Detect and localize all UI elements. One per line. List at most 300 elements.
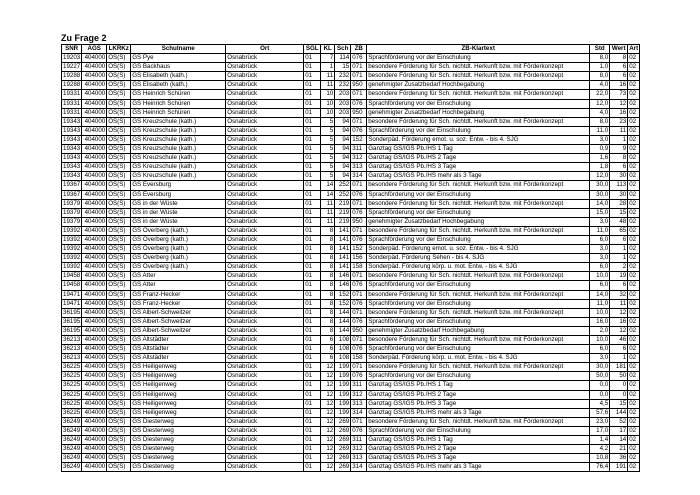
cell-wert: 8 — [610, 154, 628, 163]
cell-zb-klartext: Ganztag GS/IGS Pb./HS 1 Tag — [367, 381, 590, 390]
cell-zb-klartext: Sprachförderung vor der Einschulung — [367, 281, 590, 290]
cell-schulname: GS Kreuzschule (kath.) — [131, 145, 226, 154]
cell-wert: 16 — [610, 81, 628, 90]
cell-std: 50,0 — [590, 372, 610, 381]
cell-zb: 152 — [351, 135, 367, 144]
cell-zb-klartext: Sprachförderung vor der Einschulung — [367, 208, 590, 217]
cell-std: 57,6 — [590, 408, 610, 417]
cell-schulname: GS Heiligenweg — [131, 408, 226, 417]
cell-zb-klartext: Sprachförderung vor der Einschulung — [367, 190, 590, 199]
cell-kl: 8 — [321, 254, 335, 263]
cell-sch: 232 — [335, 72, 351, 81]
cell-art: 02 — [628, 245, 640, 254]
cell-schulname: GS Backhaus — [131, 63, 226, 72]
cell-art: 02 — [628, 208, 640, 217]
cell-schulname: GS Diesterweg — [131, 454, 226, 463]
table-row — [62, 154, 640, 163]
cell-std: 0,9 — [590, 145, 610, 154]
cell-lkrkz: OS(S) — [107, 381, 131, 390]
cell-sgl: 01 — [304, 90, 321, 99]
cell-ags: 404000 — [82, 354, 107, 363]
cell-wert: 15 — [610, 399, 628, 408]
cell-zb: 071 — [351, 272, 367, 281]
cell-art: 02 — [628, 126, 640, 135]
cell-lkrkz: OS(S) — [107, 336, 131, 345]
cell-ort: Osnabrück — [226, 181, 304, 190]
cell-ags: 404000 — [82, 381, 107, 390]
cell-std: 1,4 — [590, 436, 610, 445]
cell-schulname: GS Diesterweg — [131, 417, 226, 426]
cell-sgl: 01 — [304, 199, 321, 208]
cell-art: 02 — [628, 399, 640, 408]
cell-kl: 12 — [321, 454, 335, 463]
cell-lkrkz: OS(S) — [107, 308, 131, 317]
cell-lkrkz: OS(S) — [107, 63, 131, 72]
cell-art: 02 — [628, 363, 640, 372]
table-row — [62, 226, 640, 235]
cell-wert: 23 — [610, 117, 628, 126]
col-header-std: Std — [590, 45, 610, 54]
cell-snr: 19331 — [63, 90, 81, 98]
cell-lkrkz: OS(S) — [107, 117, 131, 126]
cell-zb: 071 — [351, 363, 367, 372]
cell-schulname: GS in der Wüste — [131, 217, 226, 226]
cell-sch: 199 — [335, 381, 351, 390]
cell-zb-klartext: Sonderpäd. Förderung emot. u. soz. Entw. - bis 4. SJG — [367, 245, 590, 254]
cell-schulname: GS Heiligenweg — [131, 381, 226, 390]
cell-kl: 12 — [321, 399, 335, 408]
cell-ags: 404000 — [82, 436, 107, 445]
cell-ort: Osnabrück — [226, 154, 304, 163]
cell-art: 02 — [628, 63, 640, 72]
cell-snr: 36249 — [63, 426, 81, 434]
cell-std: 6,0 — [590, 235, 610, 244]
cell-std: 8,0 — [590, 72, 610, 81]
cell-art: 02 — [628, 354, 640, 363]
cell-schulname: GS Atter — [131, 281, 226, 290]
cell-std: 11,0 — [590, 226, 610, 235]
cell-schulname: GS Atter — [131, 272, 226, 281]
cell-ort: Osnabrück — [226, 308, 304, 317]
cell-wert: 14 — [610, 436, 628, 445]
cell-wert: 30 — [610, 172, 628, 181]
cell-schulname: GS Elisabeth (kath.) — [131, 81, 226, 90]
cell-art: 02 — [628, 445, 640, 454]
cell-snr: 19392 — [63, 254, 81, 262]
cell-ort: Osnabrück — [226, 99, 304, 108]
cell-kl: 11 — [321, 217, 335, 226]
cell-sch: 269 — [335, 436, 351, 445]
cell-ort: Osnabrück — [226, 426, 304, 435]
cell-art: 02 — [628, 263, 640, 272]
cell-ags: 404000 — [82, 463, 107, 472]
table-row — [62, 299, 640, 308]
cell-wert: 9 — [610, 145, 628, 154]
cell-sch: 141 — [335, 263, 351, 272]
cell-schulname: GS Eversburg — [131, 190, 226, 199]
cell-snr: 19343 — [63, 135, 81, 143]
cell-sgl: 01 — [304, 190, 321, 199]
cell-zb-klartext: Ganztag GS/IGS Pb./HS 2 Tage — [367, 445, 590, 454]
cell-ags: 404000 — [82, 336, 107, 345]
cell-lkrkz: OS(S) — [107, 254, 131, 263]
cell-ort: Osnabrück — [226, 390, 304, 399]
cell-lkrkz: OS(S) — [107, 326, 131, 335]
cell-art: 02 — [628, 281, 640, 290]
cell-zb-klartext: Sprachförderung vor der Einschulung — [367, 299, 590, 308]
cell-zb: 950 — [351, 81, 367, 90]
cell-zb: 071 — [351, 72, 367, 81]
cell-sgl: 01 — [304, 345, 321, 354]
cell-wert: 15 — [610, 208, 628, 217]
cell-lkrkz: OS(S) — [107, 263, 131, 272]
cell-ort: Osnabrück — [226, 108, 304, 117]
cell-kl: 6 — [321, 336, 335, 345]
cell-sgl: 01 — [304, 254, 321, 263]
cell-kl: 8 — [321, 235, 335, 244]
cell-snr: 19458 — [63, 281, 81, 289]
cell-lkrkz: OS(S) — [107, 445, 131, 454]
cell-zb-klartext: Sprachförderung vor der Einschulung — [367, 317, 590, 326]
cell-art: 02 — [628, 345, 640, 354]
cell-sch: 144 — [335, 326, 351, 335]
cell-zb: 071 — [351, 199, 367, 208]
cell-wert: 73 — [610, 90, 628, 99]
cell-schulname: GS Heiligenweg — [131, 390, 226, 399]
cell-std: 10,0 — [590, 308, 610, 317]
cell-kl: 12 — [321, 417, 335, 426]
cell-std: 2,0 — [590, 326, 610, 335]
cell-snr: 19392 — [63, 226, 81, 234]
cell-schulname: GS Overberg (kath.) — [131, 226, 226, 235]
cell-snr: 19203 — [63, 54, 81, 62]
cell-ort: Osnabrück — [226, 354, 304, 363]
cell-lkrkz: OS(S) — [107, 454, 131, 463]
cell-zb-klartext: Ganztag GS/IGS Pb./HS mehr als 3 Tage — [367, 408, 590, 417]
cell-ort: Osnabrück — [226, 199, 304, 208]
cell-wert: 21 — [610, 445, 628, 454]
table-row — [62, 99, 640, 108]
cell-sgl: 01 — [304, 317, 321, 326]
table-row — [62, 217, 640, 226]
cell-zb-klartext: Sonderpäd. Förderung Sehen - bis 4. SJG — [367, 254, 590, 263]
cell-sch: 152 — [335, 290, 351, 299]
cell-wert: 50 — [610, 372, 628, 381]
cell-sch: 203 — [335, 90, 351, 99]
col-header-sgl: SGL — [304, 45, 321, 54]
cell-zb-klartext: genehmigter Zusatzbedarf Hochbegabung — [367, 326, 590, 335]
cell-sgl: 01 — [304, 208, 321, 217]
cell-kl: 10 — [321, 90, 335, 99]
cell-schulname: GS Albert-Schweitzer — [131, 326, 226, 335]
cell-ort: Osnabrück — [226, 272, 304, 281]
cell-kl: 11 — [321, 208, 335, 217]
table-row — [62, 72, 640, 81]
cell-std: 10,0 — [590, 272, 610, 281]
cell-art: 02 — [628, 426, 640, 435]
cell-sgl: 01 — [304, 299, 321, 308]
cell-art: 02 — [628, 372, 640, 381]
cell-zb: 076 — [351, 54, 367, 63]
table-row — [62, 326, 640, 335]
cell-sgl: 01 — [304, 290, 321, 299]
cell-schulname: GS Altstädter — [131, 354, 226, 363]
cell-std: 14,0 — [590, 199, 610, 208]
cell-wert: 144 — [610, 408, 628, 417]
cell-sch: 141 — [335, 226, 351, 235]
cell-sch: 141 — [335, 245, 351, 254]
cell-art: 02 — [628, 99, 640, 108]
cell-ags: 404000 — [82, 245, 107, 254]
cell-kl: 14 — [321, 190, 335, 199]
cell-lkrkz: OS(S) — [107, 54, 131, 63]
cell-lkrkz: OS(S) — [107, 199, 131, 208]
table-row — [62, 445, 640, 454]
cell-sch: 269 — [335, 454, 351, 463]
cell-lkrkz: OS(S) — [107, 363, 131, 372]
cell-ags: 404000 — [82, 54, 107, 63]
cell-sch: 141 — [335, 254, 351, 263]
cell-ags: 404000 — [82, 217, 107, 226]
cell-zb-klartext: besondere Förderung für Sch. nichtdt. Herkunft bzw. mit Förderkonzept — [367, 63, 590, 72]
cell-ort: Osnabrück — [226, 245, 304, 254]
cell-schulname: GS Eversburg — [131, 181, 226, 190]
cell-sgl: 01 — [304, 217, 321, 226]
page-title: Zu Frage 2 — [61, 33, 107, 43]
cell-sch: 141 — [335, 235, 351, 244]
cell-art: 02 — [628, 90, 640, 99]
cell-lkrkz: OS(S) — [107, 290, 131, 299]
cell-zb: 311 — [351, 436, 367, 445]
cell-kl: 5 — [321, 145, 335, 154]
cell-schulname: GS Kreuzschule (kath.) — [131, 172, 226, 181]
cell-ags: 404000 — [82, 172, 107, 181]
cell-lkrkz: OS(S) — [107, 145, 131, 154]
cell-snr: 19343 — [63, 145, 81, 153]
table-row — [62, 63, 640, 72]
cell-sgl: 01 — [304, 99, 321, 108]
cell-kl: 8 — [321, 326, 335, 335]
cell-ags: 404000 — [82, 408, 107, 417]
cell-sch: 15 — [335, 63, 351, 72]
cell-ort: Osnabrück — [226, 436, 304, 445]
cell-sch: 269 — [335, 445, 351, 454]
cell-std: 17,0 — [590, 426, 610, 435]
cell-lkrkz: OS(S) — [107, 354, 131, 363]
table-row — [62, 426, 640, 435]
table-row — [62, 354, 640, 363]
cell-lkrkz: OS(S) — [107, 436, 131, 445]
cell-art: 02 — [628, 135, 640, 144]
cell-zb: 313 — [351, 399, 367, 408]
cell-zb-klartext: besondere Förderung für Sch. nichtdt. Herkunft bzw. mit Förderkonzept — [367, 417, 590, 426]
cell-snr: 36249 — [63, 445, 81, 453]
cell-wert: 0 — [610, 381, 628, 390]
cell-ort: Osnabrück — [226, 445, 304, 454]
cell-zb: 071 — [351, 63, 367, 72]
cell-zb-klartext: Sonderpäd. Förderung körp. u. mot. Entw. - bis 4. SJG — [367, 263, 590, 272]
cell-snr: 36225 — [63, 363, 81, 371]
cell-std: 16,0 — [590, 317, 610, 326]
cell-kl: 5 — [321, 154, 335, 163]
cell-art: 02 — [628, 190, 640, 199]
cell-schulname: GS Franz-Hecker — [131, 299, 226, 308]
cell-ort: Osnabrück — [226, 336, 304, 345]
cell-std: 3,0 — [590, 135, 610, 144]
cell-ags: 404000 — [82, 317, 107, 326]
cell-kl: 7 — [321, 54, 335, 63]
cell-lkrkz: OS(S) — [107, 126, 131, 135]
cell-ort: Osnabrück — [226, 417, 304, 426]
cell-kl: 6 — [321, 354, 335, 363]
cell-std: 8,0 — [590, 54, 610, 63]
cell-ags: 404000 — [82, 363, 107, 372]
cell-zb: 312 — [351, 390, 367, 399]
cell-kl: 5 — [321, 172, 335, 181]
cell-ort: Osnabrück — [226, 317, 304, 326]
cell-snr: 19331 — [63, 99, 81, 107]
cell-lkrkz: OS(S) — [107, 463, 131, 472]
table-row — [62, 172, 640, 181]
cell-sgl: 01 — [304, 363, 321, 372]
cell-sgl: 01 — [304, 454, 321, 463]
cell-zb: 076 — [351, 190, 367, 199]
col-header-zb: ZB — [351, 45, 367, 54]
cell-sch: 108 — [335, 354, 351, 363]
cell-schulname: GS Kreuzschule (kath.) — [131, 154, 226, 163]
cell-ags: 404000 — [82, 226, 107, 235]
school-table — [61, 44, 640, 472]
cell-lkrkz: OS(S) — [107, 135, 131, 144]
cell-sgl: 01 — [304, 408, 321, 417]
cell-zb: 071 — [351, 308, 367, 317]
cell-zb: 950 — [351, 108, 367, 117]
cell-std: 12,0 — [590, 99, 610, 108]
cell-kl: 5 — [321, 135, 335, 144]
cell-ort: Osnabrück — [226, 235, 304, 244]
cell-ags: 404000 — [82, 190, 107, 199]
cell-ags: 404000 — [82, 163, 107, 172]
cell-wert: 12 — [610, 308, 628, 317]
cell-std: 4,0 — [590, 108, 610, 117]
cell-ags: 404000 — [82, 72, 107, 81]
cell-snr: 36249 — [63, 417, 81, 425]
cell-ort: Osnabrück — [226, 408, 304, 417]
col-header-lkrkz: LKRKz — [108, 45, 129, 52]
cell-snr: 19343 — [63, 126, 81, 134]
cell-lkrkz: OS(S) — [107, 426, 131, 435]
cell-zb: 314 — [351, 172, 367, 181]
cell-sgl: 01 — [304, 154, 321, 163]
cell-std: 1,0 — [590, 63, 610, 72]
cell-wert: 6 — [610, 163, 628, 172]
cell-kl: 8 — [321, 272, 335, 281]
cell-zb-klartext: Sprachförderung vor der Einschulung — [367, 99, 590, 108]
cell-kl: 12 — [321, 463, 335, 472]
cell-sch: 269 — [335, 426, 351, 435]
cell-sgl: 01 — [304, 463, 321, 472]
cell-zb: 071 — [351, 417, 367, 426]
cell-ort: Osnabrück — [226, 326, 304, 335]
table-row — [62, 245, 640, 254]
cell-sch: 94 — [335, 154, 351, 163]
cell-art: 02 — [628, 217, 640, 226]
cell-sch: 199 — [335, 408, 351, 417]
cell-ags: 404000 — [82, 445, 107, 454]
cell-kl: 8 — [321, 299, 335, 308]
col-header-art: Art — [629, 45, 639, 52]
cell-std: 30,0 — [590, 190, 610, 199]
cell-zb: 076 — [351, 372, 367, 381]
cell-kl: 12 — [321, 426, 335, 435]
cell-lkrkz: OS(S) — [107, 245, 131, 254]
cell-art: 02 — [628, 417, 640, 426]
cell-zb: 311 — [351, 381, 367, 390]
cell-sch: 252 — [335, 190, 351, 199]
cell-wert: 17 — [610, 426, 628, 435]
cell-kl: 5 — [321, 117, 335, 126]
cell-zb-klartext: besondere Förderung für Sch. nichtdt. Herkunft bzw. mit Förderkonzept — [367, 72, 590, 81]
cell-sgl: 01 — [304, 181, 321, 190]
cell-std: 4,5 — [590, 399, 610, 408]
table-row — [62, 417, 640, 426]
cell-ags: 404000 — [82, 290, 107, 299]
cell-std: 0,0 — [590, 390, 610, 399]
cell-sgl: 01 — [304, 72, 321, 81]
cell-wert: 1 — [610, 135, 628, 144]
cell-zb: 950 — [351, 217, 367, 226]
cell-sgl: 01 — [304, 399, 321, 408]
cell-std: 10,8 — [590, 454, 610, 463]
cell-zb-klartext: Sonderpäd. Förderung körp. u. mot. Entw. - bis 4. SJG — [367, 354, 590, 363]
cell-zb: 313 — [351, 163, 367, 172]
cell-zb: 076 — [351, 299, 367, 308]
table-row — [62, 135, 640, 144]
cell-snr: 19471 — [63, 299, 81, 307]
cell-ort: Osnabrück — [226, 54, 304, 63]
cell-snr: 36225 — [63, 399, 81, 407]
cell-art: 02 — [628, 108, 640, 117]
cell-zb: 071 — [351, 117, 367, 126]
cell-std: 30,0 — [590, 181, 610, 190]
cell-zb-klartext: besondere Förderung für Sch. nichtdt. Herkunft bzw. mit Förderkonzept — [367, 181, 590, 190]
cell-snr: 19392 — [63, 263, 81, 271]
cell-zb: 950 — [351, 326, 367, 335]
cell-zb-klartext: Sprachförderung vor der Einschulung — [367, 54, 590, 63]
cell-art: 02 — [628, 390, 640, 399]
cell-zb-klartext: Sprachförderung vor der Einschulung — [367, 126, 590, 135]
cell-ags: 404000 — [82, 145, 107, 154]
cell-wert: 0 — [610, 390, 628, 399]
cell-snr: 19367 — [63, 190, 81, 198]
cell-ags: 404000 — [82, 326, 107, 335]
cell-sch: 108 — [335, 336, 351, 345]
cell-wert: 48 — [610, 217, 628, 226]
cell-kl: 12 — [321, 408, 335, 417]
cell-snr: 19367 — [63, 181, 81, 189]
cell-sgl: 01 — [304, 235, 321, 244]
cell-ags: 404000 — [82, 272, 107, 281]
cell-std: 6,0 — [590, 281, 610, 290]
cell-schulname: GS in der Wüste — [131, 208, 226, 217]
cell-lkrkz: OS(S) — [107, 372, 131, 381]
cell-schulname: GS in der Wüste — [131, 199, 226, 208]
table-row — [62, 254, 640, 263]
col-header-ags: AGS — [82, 45, 107, 54]
cell-ags: 404000 — [82, 126, 107, 135]
col-header-wert: Wert — [610, 45, 628, 54]
cell-sch: 219 — [335, 199, 351, 208]
